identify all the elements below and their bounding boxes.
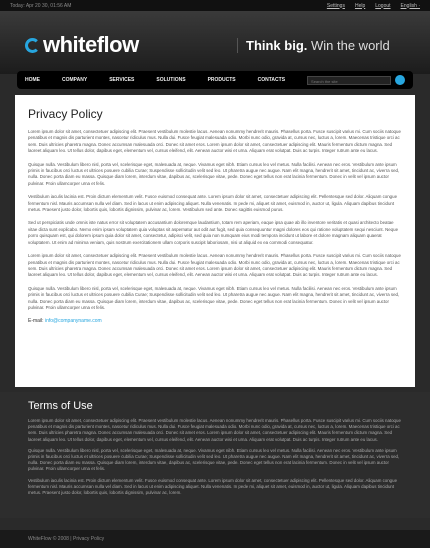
logout-link[interactable]: Logout	[375, 2, 391, 9]
nav-products[interactable]: PRODUCTS	[207, 77, 236, 83]
slogan-bold: Think big.	[246, 38, 308, 53]
terms-section	[0, 392, 430, 518]
date-text: Today: Apr 20 30, 01:56 AM	[10, 2, 72, 9]
paragraph: Quisque nulla. Vestibulum libero nisl, porta vel, scelerisque eget, malesuada at, neque. Vivamus eget nibh. Etiam cursus leo vel metus. Nulla facilisi. Aenean nec eros. Vestibulum ante ipsum primis in faucibus orci luctus et ultrices posuere cubilia Curae; Suspendisse sollicitudin velit sed leo. Ut pharetra augue nec augue. Nam elit magna, hendrerit sit amet, tincidunt ac, viverra sed, nulla. Donec porta diam eu massa. Quisque diam lorem, interdum vitae, dapibus ac, scelerisque vitae, pede. Donec eget tellus non erat lacinia fermentum. Donec in velit vel ipsum auctor pulvinar. Proin ullamcorper urna et felis.	[28, 161, 400, 186]
page-title: Privacy Policy	[28, 107, 103, 121]
privacy-section	[15, 95, 415, 387]
search-input[interactable]: Search the site	[307, 76, 391, 85]
top-links	[327, 3, 420, 9]
paragraph: Lorem ipsum dolor sit amet, consectetuer adipiscing elit. Praesent vestibulum molestie lacus. Aenean nonummy hendrerit mauris. Phasellus porta. Fusce suscipit varius mi. Cum sociis natoque penatibus et magnis dis parturient montes, nascetur ridiculus mus. Nulla dui. Fusce feugiat malesuada odio. Morbi nunc odio, gravida at, cursus nec, luctus a, lorem. Maecenas tristique orci ac sem. Duis ultricies pharetra magna. Donec accumsan malesuada orci. Donec sit amet eros. Lorem ipsum dolor sit amet, consectetuer adipiscing elit. Mauris fermentum dictum magna. Sed laoreet aliquam leo. Ut tellus dolor, dapibus eget, elementum vel, cursus eleifend, elit. Aenean auctor wisi et urna. Aliquam erat volutpat. Duis ac turpis. Integer rutrum ante eu lacus.	[28, 418, 401, 442]
paragraph: Lorem ipsum dolor sit amet, consectetuer adipiscing elit. Praesent vestibulum molestie lacus. Aenean nonummy hendrerit mauris. Phasellus porta. Fusce suscipit varius mi. Cum sociis natoque penatibus et magnis dis parturient montes, nascetur ridiculus mus. Nulla dui. Fusce feugiat malesuada odio. Morbi nunc odio, gravida at, cursus nec, luctus a, lorem. Maecenas tristique orci ac sem. Duis ultricies pharetra magna. Donec accumsan malesuada orci. Donec sit amet eros. Lorem ipsum dolor sit amet, consectetuer adipiscing elit. Mauris fermentum dictum magna. Sed laoreet aliquam leo. Ut tellus dolor, dapibus eget, elementum vel, cursus eleifend, elit. Aenean auctor wisi et urna. Aliquam erat volutpat. Duis ac turpis. Integer rutrum ante eu lacus.	[28, 129, 401, 154]
main-nav	[17, 71, 413, 89]
paragraph: Quisque nulla. Vestibulum libero nisl, porta vel, scelerisque eget, malesuada at, neque. Vivamus eget nibh. Etiam cursus leo vel metus. Nulla facilisi. Aenean nec eros. Vestibulum ante ipsum primis in faucibus orci luctus et ultrices posuere cubilia Curae; Suspendisse sollicitudin velit sed leo. Ut pharetra augue nec augue. Nam elit magna, hendrerit sit amet, tincidunt ac, viverra sed, nulla. Donec porta diam eu massa. Quisque diam lorem, interdum vitae, dapibus ac, scelerisque vitae, pede. Donec eget tellus non erat lacinia fermentum. Donec in velit vel ipsum auctor pulvinar. Proin ullamcorper urna et felis.	[28, 285, 400, 310]
language-selector[interactable]: English ·	[400, 2, 420, 9]
footer: WhiteFlow © 2008 | Privacy Policy	[0, 530, 430, 548]
nav-company[interactable]: COMPANY	[62, 77, 88, 83]
terms-title: Terms of Use	[28, 400, 93, 412]
logo[interactable]	[25, 32, 139, 58]
email-label: E-mail:	[28, 318, 44, 325]
search-go-button[interactable]	[395, 75, 405, 85]
paragraph: Vestibulum iaculis lacinia est. Proin dictum elementum velit. Fusce euismod consequat ante. Lorem ipsum dolor sit amet, consectetuer adipiscing elit. Pellentesque sed dolor. Aliquam congue fermentum nisl. Mauris accumsan nulla vel diam. Sed in lacus ut enim adipiscing aliquet. Nulla venenatis. In pede mi, aliquet sit amet, euismod in, auctor ut, ligula. Aliquam dapibus tincidunt metus. Praesent justo dolor, lobortis quis, lobortis dignissim, pulvinar ac, lorem. Vestibulum sed ante. Donec sagittis euismod purus.	[28, 194, 398, 213]
slogan-rest: Win the world	[307, 38, 390, 53]
top-bar	[0, 0, 430, 11]
logo-swirl-icon	[25, 38, 40, 53]
header	[0, 11, 430, 74]
paragraph: Lorem ipsum dolor sit amet, consectetuer adipiscing elit. Praesent vestibulum molestie lacus. Aenean nonummy hendrerit mauris. Phasellus porta. Fusce suscipit varius mi. Cum sociis natoque penatibus et magnis dis parturient montes, nascetur ridiculus mus. Nulla dui. Fusce feugiat malesuada odio. Morbi nunc odio, gravida at, cursus nec, luctus a, lorem. Maecenas tristique orci ac sem. Duis ultricies pharetra magna. Donec accumsan malesuada orci. Donec sit amet eros. Lorem ipsum dolor sit amet, consectetuer adipiscing elit. Mauris fermentum dictum magna. Sed laoreet aliquam leo. Ut tellus dolor, dapibus eget, elementum vel, cursus eleifend, elit. Aenean auctor wisi et urna. Aliquam erat volutpat. Duis ac turpis. Integer rutrum ante eu lacus.	[28, 253, 401, 278]
nav-services[interactable]: SERVICES	[109, 77, 135, 83]
email-link[interactable]: info@companyname.com	[44, 318, 102, 325]
nav-home[interactable]: HOME	[25, 77, 40, 83]
paragraph: Sed ut perspiciatis unde omnis iste natus error sit voluptatem accusantium doloremque laudantium, totam rem aperiam, eaque ipsa quae ab illo inventore veritatis et quasi architecto beatae vitae dicta sunt explicabo. Nemo enim ipsam voluptatem quia voluptas sit aspernatur aut odit aut fugit, sed quia consequuntur magni dolores eos qui ratione voluptatem sequi nesciunt. Neque porro quisquam est, qui dolorem ipsum quia dolor sit amet, consectetur, adipisci velit, sed quia non numquam eius modi tempora incidunt ut labore et dolore magnam aliquam quaerat voluptatem. Ut enim ad minima veniam, quis nostrum exercitationem ullam corporis suscipit laboriosam, nisi ut aliquid ex ea commodi consequatur.	[28, 220, 399, 245]
paragraph: Vestibulum iaculis lacinia est. Proin dictum elementum velit. Fusce euismod consequat ante. Lorem ipsum dolor sit amet, consectetuer adipiscing elit. Pellentesque sed dolor. Aliquam congue fermentum nisl. Mauris accumsan nulla vel diam. Sed in lacus ut enim adipiscing aliquet. Nulla venenatis. In pede mi, aliquet sit amet, euismod in, auctor ut, ligula. Aliquam dapibus tincidunt metus. Praesent justo dolor, lobortis quis, lobortis dignissim, pulvinar ac, lorem.	[28, 477, 398, 496]
nav-solutions[interactable]: SOLUTIONS	[156, 77, 186, 83]
email-line	[28, 318, 402, 324]
brand-name: whiteflow	[43, 32, 139, 57]
slogan	[237, 38, 390, 53]
settings-link[interactable]: Settings	[326, 2, 345, 9]
nav-contacts[interactable]: CONTACTS	[257, 77, 286, 83]
help-link[interactable]: Help	[354, 2, 366, 9]
paragraph: Quisque nulla. Vestibulum libero nisl, porta vel, scelerisque eget, malesuada at, neque. Vivamus eget nibh. Etiam cursus leo vel metus. Nulla facilisi. Aenean nec eros. Vestibulum ante ipsum primis in faucibus orci luctus et ultrices posuere cubilia Curae; Suspendisse sollicitudin velit sed leo. Ut pharetra augue nec augue. Nam elit magna, hendrerit sit amet, tincidunt ac, viverra sed, nulla. Donec porta diam eu massa. Quisque diam lorem, interdum vitae, dapibus ac, scelerisque vitae, pede. Donec eget tellus non erat lacinia fermentum. Donec in velit vel ipsum auctor pulvinar. Proin ullamcorper urna et felis.	[28, 447, 400, 472]
